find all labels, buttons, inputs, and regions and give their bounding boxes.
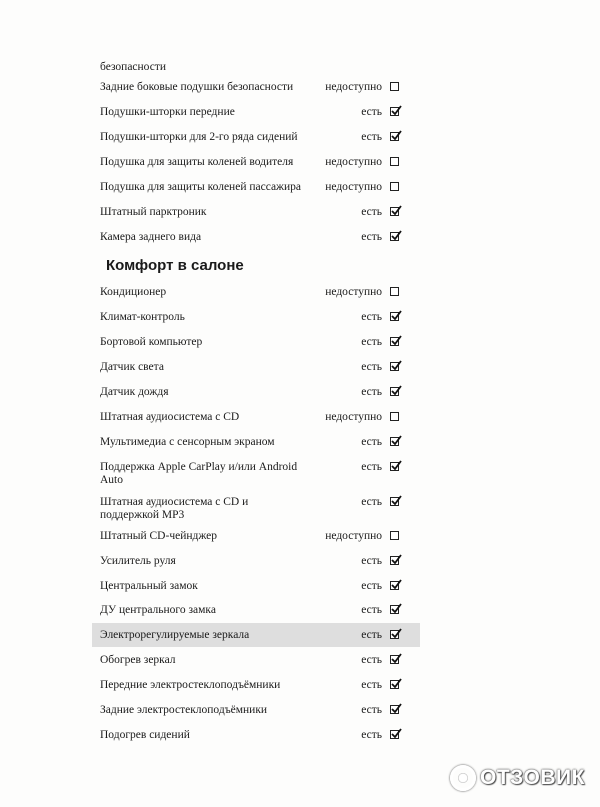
section-heading: Комфорт в салоне (106, 257, 244, 274)
feature-label: Подушки-шторки передние (100, 106, 235, 118)
feature-label: Датчик света (100, 361, 164, 373)
feature-status: есть (361, 386, 382, 398)
feature-status: есть (361, 704, 382, 716)
feature-label: Бортовой компьютер (100, 336, 203, 348)
feature-label: Обогрев зеркал (100, 654, 176, 666)
checked-checkbox (390, 107, 399, 116)
checked-checkbox (390, 312, 399, 321)
feature-label: Штатный CD-чейнджер (100, 530, 218, 542)
feature-status: есть (361, 654, 382, 666)
watermark (450, 765, 585, 791)
feature-label: Камера заднего вида (100, 231, 202, 243)
empty-checkbox (390, 82, 399, 91)
feature-label: Штатная аудиосистема с CD и поддержкой MP3 (100, 496, 249, 521)
empty-checkbox (390, 531, 399, 540)
feature-label: Штатный парктроник (100, 206, 207, 218)
feature-status: недоступно (325, 181, 382, 193)
checked-checkbox (390, 132, 399, 141)
checked-checkbox (390, 337, 399, 346)
checked-checkbox (390, 730, 399, 739)
watermark-text: ОТЗОВИК (480, 766, 585, 789)
feature-status: есть (361, 106, 382, 118)
feature-status: есть (361, 361, 382, 373)
feature-status: недоступно (325, 286, 382, 298)
feature-label: Поддержка Apple CarPlay и/или Android Auto (100, 461, 298, 486)
feature-label: Задние боковые подушки безопасности (100, 81, 294, 93)
feature-label: Усилитель руля (100, 555, 176, 567)
feature-status: есть (361, 231, 382, 243)
feature-label: ДУ центрального замка (100, 604, 216, 616)
feature-status: недоступно (325, 156, 382, 168)
feature-status: есть (361, 131, 382, 143)
feature-label: Климат-контроль (100, 311, 185, 323)
feature-status: есть (361, 311, 382, 323)
checked-checkbox (390, 680, 399, 689)
checked-checkbox (390, 362, 399, 371)
checked-checkbox (390, 232, 399, 241)
feature-status: есть (361, 555, 382, 567)
feature-label: Передние электростеклоподъёмники (100, 679, 281, 691)
checked-checkbox (390, 605, 399, 614)
feature-label: Задние электростеклоподъёмники (100, 704, 268, 716)
checked-checkbox (390, 387, 399, 396)
feature-status: есть (361, 496, 382, 508)
checked-checkbox (390, 581, 399, 590)
feature-status: недоступно (325, 81, 382, 93)
feature-label: Мультимедиа с сенсорным экраном (100, 436, 275, 448)
feature-status: есть (361, 580, 382, 592)
checked-checkbox (390, 630, 399, 639)
empty-checkbox (390, 182, 399, 191)
feature-status: недоступно (325, 411, 382, 423)
feature-status: есть (361, 679, 382, 691)
feature-status: есть (361, 436, 382, 448)
empty-checkbox (390, 157, 399, 166)
feature-status: недоступно (325, 530, 382, 542)
feature-label: Датчик дождя (100, 386, 169, 398)
checked-checkbox (390, 655, 399, 664)
feature-status: есть (361, 729, 382, 741)
checked-checkbox (390, 497, 399, 506)
feature-label: Подогрев сидений (100, 729, 190, 741)
feature-status: есть (361, 336, 382, 348)
checked-checkbox (390, 705, 399, 714)
feature-label: Центральный замок (100, 580, 198, 592)
checked-checkbox (390, 437, 399, 446)
empty-checkbox (390, 287, 399, 296)
feature-label: Подушка для защиты коленей водителя (100, 156, 294, 168)
checked-checkbox (390, 556, 399, 565)
checked-checkbox (390, 462, 399, 471)
feature-label: Подушки-шторки для 2-го ряда сидений (100, 131, 298, 143)
feature-label: Штатная аудиосистема с CD (100, 411, 240, 423)
feature-status: есть (361, 629, 382, 641)
feature-label: Кондиционер (100, 286, 167, 298)
empty-checkbox (390, 412, 399, 421)
feature-label: Подушка для защиты коленей пассажира (100, 181, 302, 193)
checked-checkbox (390, 207, 399, 216)
intro-text: безопасности (100, 61, 167, 73)
feature-status: есть (361, 461, 382, 473)
feature-status: есть (361, 604, 382, 616)
otzovik-logo-icon (450, 765, 476, 791)
feature-label: Электрорегулируемые зеркала (100, 629, 250, 641)
feature-status: есть (361, 206, 382, 218)
